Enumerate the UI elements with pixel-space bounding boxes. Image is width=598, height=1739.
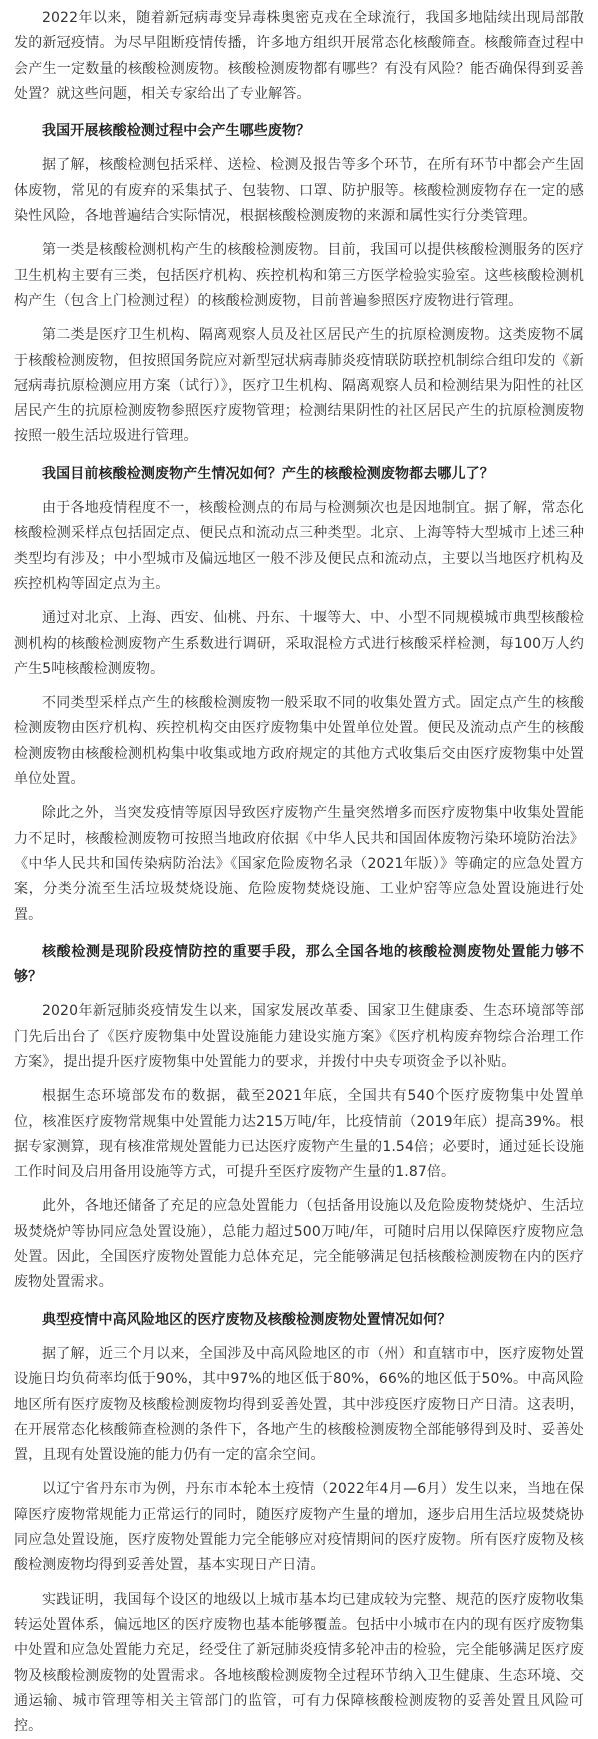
intro-paragraph: 2022年以来，随着新冠病毒变异毒株奥密克戎在全球流行，我国多地陆续出现局部散发的新冠疫情。为尽早阻断疫情传播，许多地方组织开展常态化核酸筛查。核酸筛查过程中会产生一定数量的核酸检测废物。核酸检测废物都有哪些？有没有风险？能否确保得到妥善处置？就这些问题，相关专家给出了专业解答。 <box>14 10 584 102</box>
paragraph: 第一类是核酸检测机构产生的核酸检测废物。目前，我国可以提供核酸检测服务的医疗卫生机构主要有三类，包括医疗机构、疾控机构和第三方医学检验实验室。这些核酸检测机构产生（包含上门检测过程）的核酸检测废物，目前普遍参照医疗废物进行管理。 <box>14 242 584 309</box>
paragraph: 除此之外，当突发疫情等原因导致医疗废物产生量突然增多而医疗废物集中收集处置能力不足时，核酸检测废物可按照当地政府依据《中华人民共和国固体废物污染环境防治法》《中华人民共和国传染病防治法》《国家危险废物名录（2021年版）》等确定的应急处置方案，分类分流至生活垃圾焚烧设施、危险废物焚烧设施、工业炉窑等应急处置设施进行处置。 <box>14 805 584 923</box>
section-heading-disposal-capacity: 核酸检测是现阶段疫情防控的重要手段，那么全国各地的核酸检测废物处置能力够不够？ <box>14 943 584 986</box>
paragraph: 实践证明，我国每个设区的地级以上城市基本均已建成较为完整、规范的医疗废物收集转运处置体系，偏远地区的医疗废物也基本能够覆盖。包括中小城市在内的现有医疗废物集中处置和应急处置能力充足，经受住了新冠肺炎疫情多轮冲击的检验，完全能够满足医疗废物及核酸检测废物的处置需求。各地核酸检测废物全过程环节纳入卫生健康、生态环境、交通运输、城市管理等相关主管部门的监管，可有力保障核酸检测废物的妥善处置且风险可控。 <box>14 1591 584 1735</box>
paragraph: 据了解，核酸检测包括采样、送检、检测及报告等多个环节，在所有环节中都会产生固体废物，常见的有废弃的采集拭子、包装物、口罩、防护服等。核酸检测废物存在一定的感染性风险，各地普遍结合实际情况，根据核酸检测废物的来源和属性实行分类管理。 <box>14 157 584 225</box>
paragraph: 不同类型采样点产生的核酸检测废物一般采取不同的收集处置方式。固定点产生的核酸检测废物由医疗机构、疾控机构交由医疗废物集中处置单位处置。便民及流动点产生的核酸检测废物由核酸检测机构集中收集或地方政府规定的其他方式收集后交由医疗废物集中处置单位处置。 <box>14 695 584 788</box>
paragraph: 据了解，近三个月以来，全国涉及中高风险地区的市（州）和直辖市中，医疗废物处置设施日均负荷率均低于90%，其中97%的地区低于80%，66%的地区低于50%。中高风险地区所有医疗废物及核酸检测废物均得到妥善处置，其中涉疫医疗废物日产日清。这表明，在开展常态化核酸筛查检测的条件下，各地产生的核酸检测废物全部能够得到及时、妥善处置，且现有处置设施的能力仍有一定的富余空间。 <box>14 1345 584 1464</box>
paragraph: 2020年新冠肺炎疫情发生以来，国家发展改革委、国家卫生健康委、生态环境部等部门先后出台了《医疗废物集中处置设施能力建设实施方案》《医疗机构废弃物综合治理工作方案》，提出提升医疗废物集中处置能力的要求，并拨付中央专项资金予以补贴。 <box>14 1003 584 1070</box>
section-heading-waste-types: 我国开展核酸检测过程中会产生哪些废物？ <box>42 123 311 140</box>
section-heading-high-risk-areas: 典型疫情中高风险地区的医疗废物及核酸检测废物处置情况如何？ <box>42 1311 452 1328</box>
section-heading-waste-production: 我国目前核酸检测废物产生情况如何？产生的核酸检测废物都去哪儿了？ <box>42 465 494 482</box>
paragraph: 由于各地疫情程度不一，核酸检测点的布局与检测频次也是因地制宜。据了解，常态化核酸检测采样点包括固定点、便民点和流动点三种类型。北京、上海等特大型城市上述三种类型均有涉及；中小型城市及偏远地区一般不涉及便民点和流动点，主要以当地医疗机构及疾控机构等固定点为主。 <box>14 500 584 592</box>
paragraph: 根据生态环境部发布的数据，截至2021年底，全国共有540个医疗废物集中处置单位，核准医疗废物常规集中处置能力达215万吨/年，比疫情前（2019年底）提高39%。根据专家测算，现有核准常规处置能力已达医疗废物产生量的1.54倍；必要时，通过延长设施工作时间及启用备用设施等方式，可提升至医疗废物产生量的1.87倍。 <box>14 1088 584 1181</box>
paragraph: 以辽宁省丹东市为例，丹东市本轮本土疫情（2022年4月—6月）发生以来，当地在保障医疗废物常规能力正常运行的同时，随医疗废物产生量的增加，逐步启用生活垃圾焚烧协同应急处置设施，医疗废物处置能力完全能够应对疫情期间的医疗废物。所有医疗废物及核酸检测废物均得到妥善处置，基本实现日产日清。 <box>14 1481 584 1574</box>
paragraph: 此外，各地还储备了充足的应急处置能力（包括备用设施以及危险废物焚烧炉、生活垃圾焚烧炉等协同应急处置设施），总能力超过500万吨/年，可随时启用以保障医疗废物应急处置。因此，全国医疗废物处置能力总体充足，完全能够满足包括核酸检测废物在内的医疗废物处置需求。 <box>14 1198 584 1291</box>
paragraph: 通过对北京、上海、西安、仙桃、丹东、十堰等大、中、小型不同规模城市典型核酸检测机构的核酸检测废物产生系数进行调研，采取混检方式进行核酸采样检测，每100万人约产生5吨核酸检测废物。 <box>14 610 584 677</box>
paragraph: 第二类是医疗卫生机构、隔离观察人员及社区居民产生的抗原检测废物。这类废物不属于核酸检测废物，但按照国务院应对新型冠状病毒肺炎疫情联防联控机制综合组印发的《新冠病毒抗原检测应用方案（试行）》，医疗卫生机构、隔离观察人员和检测结果为阳性的社区居民产生的抗原检测废物参照医疗废物管理；检测结果阴性的社区居民产生的抗原检测废物按照一般生活垃圾进行管理。 <box>14 327 584 445</box>
